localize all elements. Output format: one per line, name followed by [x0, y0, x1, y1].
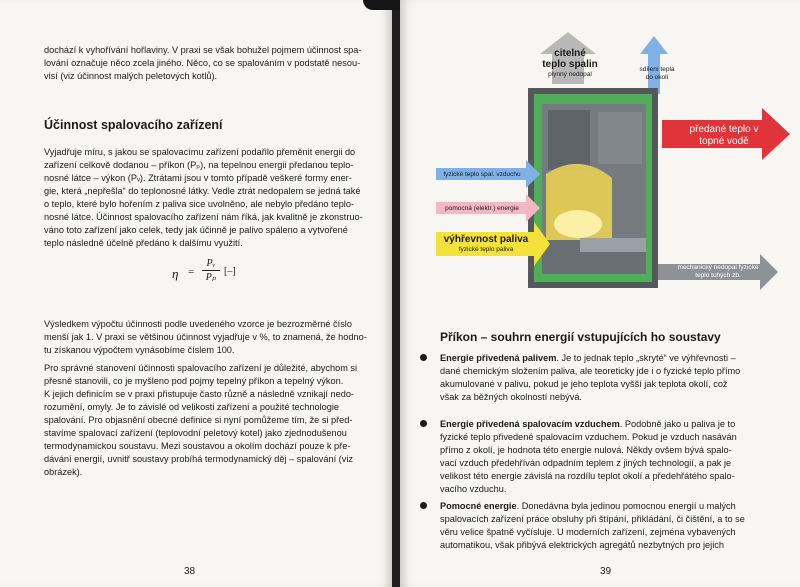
output-heat-label: předané teplo v topné vodě [689, 124, 759, 147]
bullet-air-energy [440, 418, 760, 496]
formula-unit: [–] [224, 266, 236, 277]
text-line: menší jak 1. V praxi se většinou účinnost vyjadřuje v %, to znamená, že hodno- [44, 332, 367, 342]
auger-feeder [580, 238, 646, 252]
text-line: automatikou, však přibývá elektrických agregátů nezbytných pro jejich [440, 540, 724, 550]
text-line: o teplo, které bylo hořením z paliva sice uvolněno, ale nebylo předáno teplo- [44, 199, 355, 209]
text-line: dochází k vyhořívání hořlaviny. V praxi se však bohužel pojmem účinnost spa- [44, 45, 362, 55]
bullet-auxiliary-energy [440, 500, 760, 552]
bullet-fuel-energy [440, 352, 760, 404]
page-number-right: 39 [600, 566, 612, 577]
intro-paragraph [44, 44, 372, 83]
text-line: gie, která „nepřešla“ do teplonosné látky. Vedle ztrát nedopalem se jedná také [44, 186, 361, 196]
section-heading: Účinnost spalovacího zařízení [44, 118, 223, 132]
text-line: spalování. Pro objasnění obecné definice si nyní pomůžeme tím, že si před- [44, 415, 353, 425]
text-line: zařízení celkově dodanou – příkon (Pₚ), na tepelnou energii předanou teplo- [44, 160, 354, 170]
section-heading: Příkon – souhrn energií vstupujících ho soustavy [440, 330, 721, 344]
text-line: stavíme spalovací zařízení (teplovodní peletový kotel) jako zjednodušenou [44, 428, 347, 438]
heat-exchanger [548, 110, 590, 170]
fraction [202, 258, 220, 283]
text-line: rozumění, omyly. Je to závislé od velikosti zařízení a použité technologie [44, 402, 339, 412]
text-line: nosné látce – výkon (Pᵥ). Ztrátami jsou v tomto případě veškeré formy ener- [44, 173, 352, 183]
text-line: termodynamickou soustavu. Mezi soustavou a okolím dochází pouze k pře- [44, 441, 351, 451]
text-line: teplo následně účelně předáno k dalšímu využití. [44, 238, 243, 248]
text-line: visí (viz účinnost malých peletových kotlů). [44, 71, 218, 81]
fuel-hopper [598, 112, 642, 164]
text-line: však za běžných okolností nebývá. [440, 392, 582, 402]
boiler-energy-diagram [430, 28, 800, 300]
result-paragraph [44, 318, 376, 357]
ambient-heat-arrow [640, 36, 668, 94]
text-line: Pro správné stanovení účinnosti spalovacího zařízení je důležité, abychom si [44, 363, 358, 373]
text-line: vacího vzduchu. [440, 484, 507, 494]
burner-flame [554, 210, 602, 238]
definition-paragraph [44, 146, 376, 250]
solid-loss-label: mechanický nedopal fyzické teplo tuhých zb. [677, 264, 759, 279]
book-gutter [392, 0, 400, 587]
auxiliary-energy-label: pomocná (elektr.) energie [445, 205, 519, 212]
text-line: váno toto zařízení jako celek, tedy jak účinně je palivo spáleno a vytvořené [44, 225, 348, 235]
text-line: velikost této energie závislá na rozdílu teplot okolí a předehřátého spalo- [440, 471, 735, 481]
left-page [0, 0, 392, 587]
bullet-icon [420, 354, 427, 361]
text-line: dané chemickým složením paliva, ale teoreticky jde i o fyzické teplo přímo [440, 366, 741, 376]
bullet-title: Pomocné energie [440, 501, 517, 511]
text-line: tu získanou výpočtem vynásobíme číslem 100. [44, 345, 235, 355]
equals-sign: = [188, 266, 195, 278]
text-line: . Donedávna byla jedinou pomocnou energií u malých [516, 501, 736, 511]
ambient-heat-label: sdílení tepla do okolí [639, 66, 675, 81]
text-line: fyzické teplo přivedené spalovacím vzduchem. Pokud je vzduch nasáván [440, 432, 737, 442]
bullet-icon [420, 502, 427, 509]
text-line: věru velice špatně vyčísluje. U moderních zařízení, zejména vybavených [440, 527, 736, 537]
text-line: přímo z okolí, je hodnota této energie nulová. Někdy ovšem bývá spalo- [440, 445, 732, 455]
text-line: nosné látce. Účinnost spalovacího zařízení nám říká, jak kvalitně je zkonstruo- [44, 212, 363, 222]
definition-context-paragraph [44, 362, 376, 479]
fuel-energy-label: výhřevnost paliva fyzické teplo paliva [443, 234, 529, 253]
text-line: akumulované v palivu, pokud je jeho teplota vyšší jak teplota okolí, což [440, 379, 728, 389]
boiler-illustration [430, 28, 800, 300]
fraction-bar [202, 270, 220, 271]
text-line: spalovacích zařízení práce obsluhy při štípání, přikládání, či čištění, a to se [440, 514, 745, 524]
text-line: lování označuje něco zcela jiného. Něco, co se spalováním v podstatě nesou- [44, 58, 361, 68]
eta-symbol: η [172, 266, 179, 281]
text-line: K jejich definicím se v praxi přistupuje často různě a následně vznikají nedo- [44, 389, 354, 399]
text-line: Výsledkem výpočtu účinnosti podle uvedeného vzorce je bezrozměrné číslo [44, 319, 352, 329]
text-line: dávání energií, uvnitř soustavy probíhá termodynamický děj – spalování (viz [44, 454, 353, 464]
right-page [400, 0, 800, 587]
air-heat-label: fyzické teplo spal. vzduchu [443, 171, 521, 178]
text-line: Vyjadřuje míru, s jakou se spalovacímu zařízení podařilo přeměnit energii do [44, 147, 356, 157]
denominator: Pₚ [205, 272, 217, 283]
text-line: přesně stanovili, co je myšleno pod pojmy tepelný příkon a tepelný výkon. [44, 376, 344, 386]
bullet-icon [420, 420, 427, 427]
numerator: Pᵥ [206, 258, 216, 269]
bullet-title: Energie přivedená spalovacím vzduchem [440, 419, 620, 429]
text-line: vací vzduch předehříván odpadním teplem z jiných technologií, a pak je [440, 458, 732, 468]
text-line: . Podobně jako u paliva je to [619, 419, 736, 429]
bullet-title: Energie přivedená palivem [440, 353, 557, 363]
page-number-left: 38 [184, 566, 196, 577]
text-line: obrázek). [44, 467, 83, 477]
flue-gas-label: citelné teplo spalin plynný nedopal [542, 48, 598, 78]
text-line: . Je to jednak teplo „skryté“ ve výhřevnosti – [556, 353, 736, 363]
